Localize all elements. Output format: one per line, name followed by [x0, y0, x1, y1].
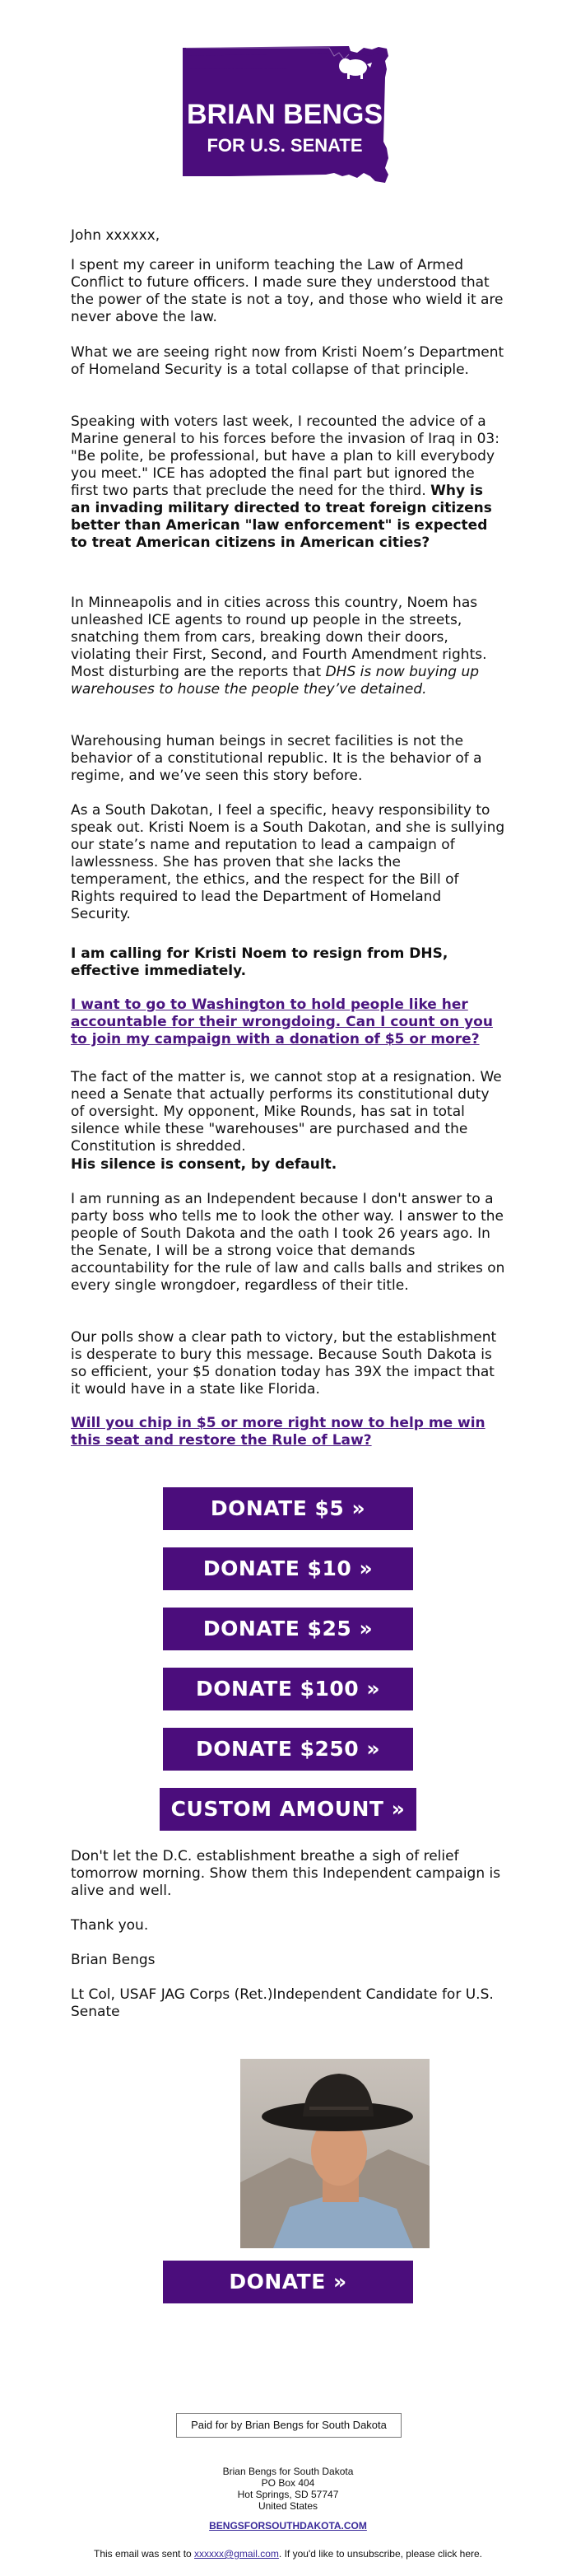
paragraph-6: As a South Dakotan, I feel a specific, heavy responsibility to speak out. Kristi Noem is a South Dakotan, and she is sullying our state’s name and reputation to lead a campaign of lawlessness. She has proven that she lacks the temperament, the ethics, and the respect for the Bill of Rights required to lead the Department of Homeland Security. — [71, 802, 505, 922]
paragraph-2: What we are seeing right now from Kristi Noem’s Department of Homeland Security is a total collapse of that principle. — [71, 344, 504, 378]
paid-for-disclaimer: Paid for by Brian Bengs for South Dakota — [176, 2413, 402, 2438]
candidate-photo — [240, 2059, 430, 2248]
paragraph-8: The fact of the matter is, we cannot stop at a resignation. We need a Senate that actually performs its constitutional duty of oversight. My opponent, Mike Rounds, has sat in total silence while these "warehouses" are purchased and the Constitution is shredded. — [71, 1069, 502, 1155]
logo-name: BRIAN BENGS — [186, 99, 383, 130]
recipient-email[interactable]: xxxxxx@gmail.com — [194, 2548, 279, 2560]
unsubscribe-link[interactable]: . If you'd like to unsubscribe, please click here. — [278, 2548, 483, 2560]
paragraph-9: His silence is consent, by default. — [71, 1156, 337, 1173]
paragraph-4 — [71, 595, 505, 698]
paragraph-12: Don't let the D.C. establishment breathe a sigh of relief tomorrow morning. Show them this Independent campaign is alive and well. — [71, 1848, 501, 1899]
address-line-3: Hot Springs, SD 57747 — [237, 2489, 339, 2500]
south-dakota-map-logo — [181, 44, 393, 184]
paragraph-11: Our polls show a clear path to victory, but the establishment is desperate to bury this message. Because South Dakota is so efficient, your $5 donation today has 39X the impact that it would have in a state like Florida. — [71, 1329, 497, 1398]
signature-title: Lt Col, USAF JAG Corps (Ret.)Independent Candidate for U.S. Senate — [71, 1986, 494, 2020]
paragraph-3 — [71, 413, 505, 552]
paragraph-7: I am calling for Kristi Noem to resign from DHS, effective immediately. — [71, 945, 448, 979]
donate-250-button[interactable]: DONATE $250 » — [163, 1728, 413, 1771]
signature-name: Brian Bengs — [71, 1952, 156, 1968]
donate-link-2[interactable]: Will you chip in $5 or more right now to help me win this seat and restore the Rule of Law? — [71, 1415, 485, 1449]
custom-amount-button[interactable]: CUSTOM AMOUNT » — [160, 1788, 416, 1831]
logo-subtitle: FOR U.S. SENATE — [207, 135, 363, 156]
unsubscribe-prefix: This email was sent to — [93, 2548, 192, 2560]
campaign-logo[interactable] — [181, 44, 393, 184]
donate-link-1[interactable]: I want to go to Washington to hold people like her accountable for their wrongdoing. Can I count on you to join my campaign with a donation of $5 or more? — [71, 996, 493, 1048]
thank-you: Thank you. — [71, 1917, 149, 1934]
paragraph-4-italic: DHS is now buying up warehouses to house the people they’ve detained. — [71, 664, 480, 698]
paragraph-3-text: Speaking with voters last week, I recounted the advice of a Marine general to his forces before the invasion of Iraq in 03: "Be polite, be professional, but have a plan to kill everybody you meet." ICE has adopted the final part but ignored the first two parts that preclude the need for the third. — [71, 413, 499, 499]
donate-5-button[interactable]: DONATE $5 » — [163, 1487, 413, 1530]
donate-100-button[interactable]: DONATE $100 » — [163, 1668, 413, 1710]
paragraph-3-bold: Why is an invading military directed to treat foreign citizens better than American "law enforcement" is expected to treat American citizens in American cities? — [71, 483, 492, 551]
paragraph-10: I am running as an Independent because I don't answer to a party boss who tells me to look the other way. I answer to the people of South Dakota and the oath I took 26 years ago. In the Senate, I will be a strong voice that demands accountability for the rule of law and calls balls and strikes on every single wrongdoer, regardless of their title. — [71, 1191, 505, 1294]
website-link[interactable]: BENGSFORSOUTHDAKOTA.COM — [209, 2520, 367, 2532]
greeting: John xxxxxx, — [71, 227, 160, 244]
unsubscribe-notice — [0, 2548, 576, 2560]
donate-25-button[interactable]: DONATE $25 » — [163, 1608, 413, 1650]
paragraph-4-text: In Minneapolis and in cities across this country, Noem has unleashed ICE agents to round up people in the streets, snatching them from cars, breaking down their doors, violating their First, Second, and Fourth Amendment rights. Most disturbing are the reports that — [71, 595, 487, 680]
paragraph-5: Warehousing human beings in secret facilities is not the behavior of a constitutional republic. It is the behavior of a regime, and we’ve seen this story before. — [71, 733, 482, 784]
donate-10-button[interactable]: DONATE $10 » — [163, 1547, 413, 1590]
address-line-1: Brian Bengs for South Dakota — [222, 2466, 354, 2477]
address-line-2: PO Box 404 — [261, 2477, 315, 2489]
address-line-4: United States — [258, 2500, 318, 2512]
donate-final-button[interactable]: DONATE » — [163, 2261, 413, 2303]
paragraph-1: I spent my career in uniform teaching the Law of Armed Conflict to future officers. I made sure they understood that the power of the state is not a toy, and those who wield it are never above the law. — [71, 257, 504, 325]
